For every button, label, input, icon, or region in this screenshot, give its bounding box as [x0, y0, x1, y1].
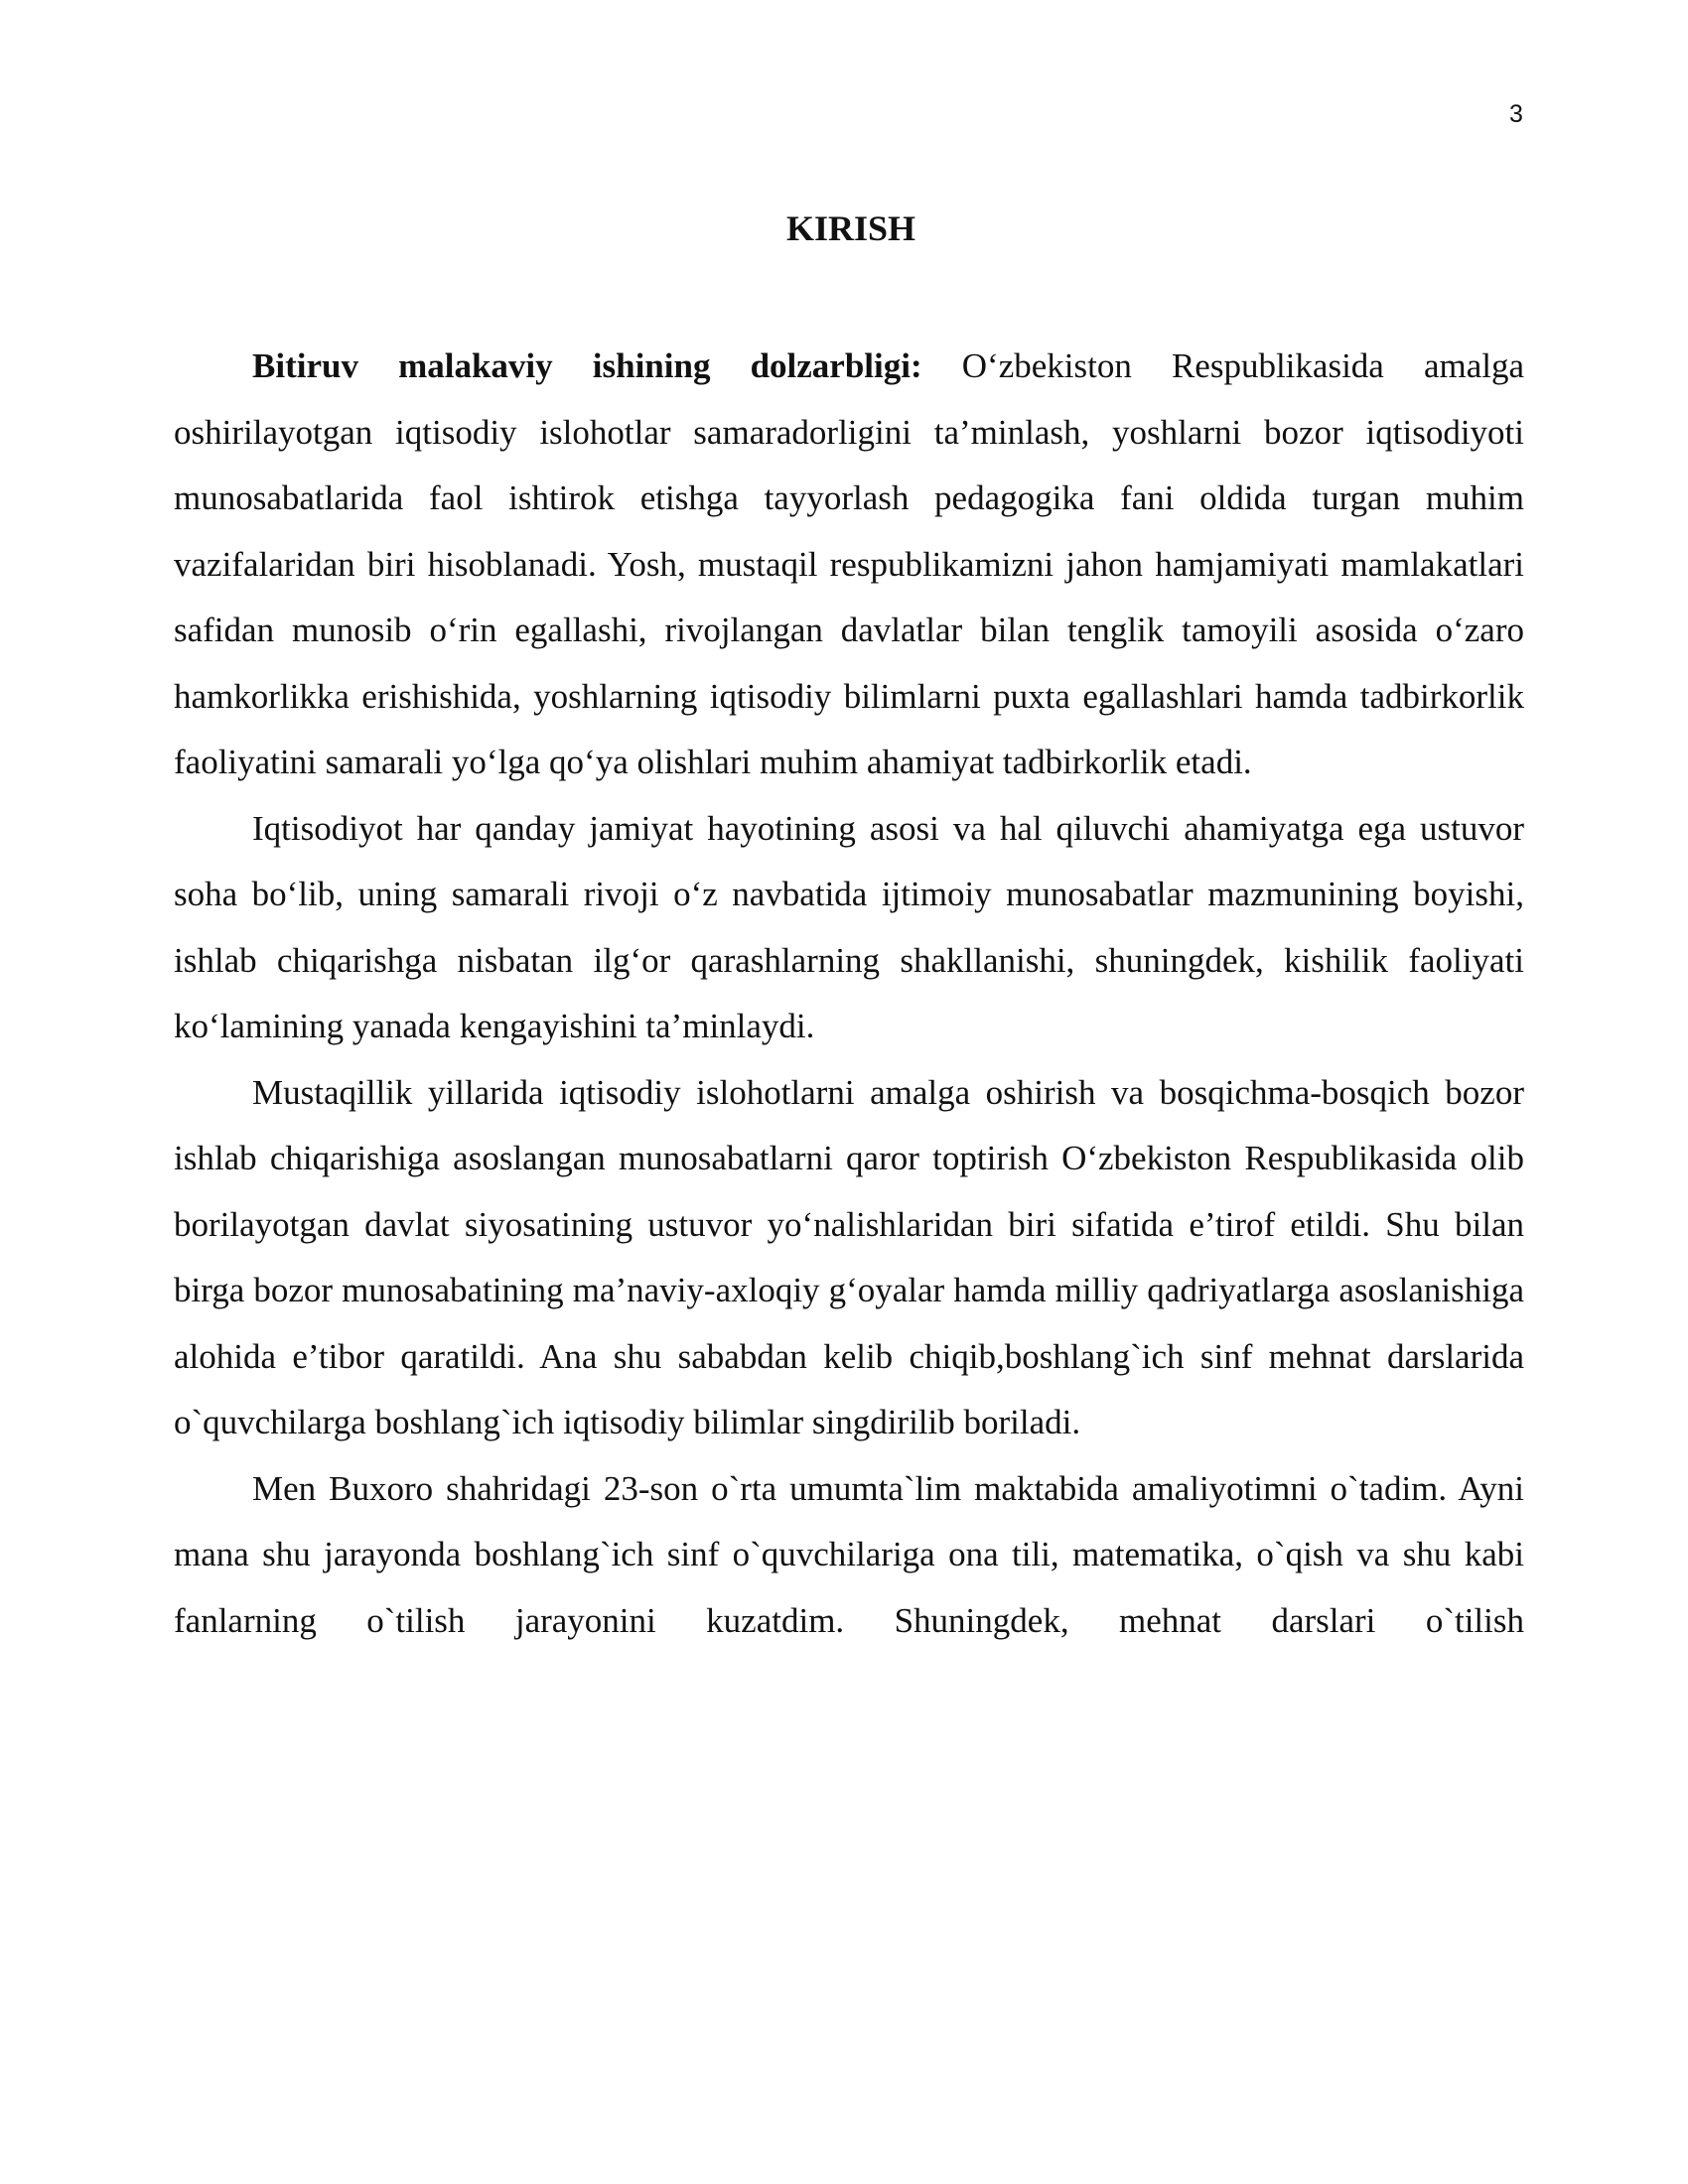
- paragraph-text: O‘zbekiston Respublikasida amalga oshirilayotgan iqtisodiy islohotlar samaradorligini ta’minlash, yoshlarni bozor iqtisodiyoti munosabatlarida faol ishtirok etishga tayyorlash pedagogika fani oldida turgan muhim vazifalaridan biri hisoblanadi. Yosh, mustaqil respublikamizni jahon hamjamiyati mamlakatlari safidan munosib o‘rin egallashi, rivojlangan davlatlar bilan tenglik tamoyili asosida o‘zaro hamkorlikka erishishida, yoshlarning iqtisodiy bilimlarni puxta egallashlari hamda tadbirkorlik faoliyatini samarali yo‘lga qo‘ya olishlari muhim ahamiyat tadbirkorlik etadi.: [174, 346, 1524, 781]
- paragraph-lead-heading: Bitiruv malakaviy ishining dolzarbligi:: [252, 346, 922, 385]
- section-title: KIRISH: [785, 208, 916, 248]
- paragraph-practice: Men Buxoro shahridagi 23-son o`rta umumta`lim maktabida amaliyotimni o`tadim. Ayni mana shu jarayonda boshlang`ich sinf o`quvchilariga ona tili, matematika, o`qish va shu kabi fanlarning o`tilish jarayonini kuzatdim. Shuningdek, mehnat darslari o`tilish: [174, 1468, 1524, 1640]
- paragraph-relevance: [174, 334, 1524, 796]
- document-body: [174, 334, 1524, 1654]
- paragraph-economy: Iqtisodiyot har qanday jamiyat hayotining asosi va hal qiluvchi ahamiyatga ega ustuvor soha bo‘lib, uning samarali rivoji o‘z navbatida ijtimoiy munosabatlar mazmunining boyishi, ishlab chiqarishga nisbatan ilg‘or qarashlarning shakllanishi, shuningdek, kishilik faoliyati ko‘lamining yanada kengayishini ta’minlaydi.: [174, 808, 1524, 1045]
- paragraph-independence: Mustaqillik yillarida iqtisodiy islohotlarni amalga oshirish va bosqichma-bosqich bozor ishlab chiqarishiga asoslangan munosabatlarni qaror toptirish O‘zbekiston Respublikasida olib borilayotgan davlat siyosatining ustuvor yo‘nalishlaridan biri sifatida e’tirof etildi. Shu bilan birga bozor munosabatining ma’naviy-axloqiy g‘oyalar hamda milliy qadriyatlarga asoslanishiga alohida e’tibor qaratildi. Ana shu sababdan kelib chiqib,boshlang`ich sinf mehnat darslarida o`quvchilarga boshlang`ich iqtisodiy bilimlar singdirilib boriladi.: [174, 1072, 1524, 1441]
- page-number: 3: [1509, 100, 1523, 128]
